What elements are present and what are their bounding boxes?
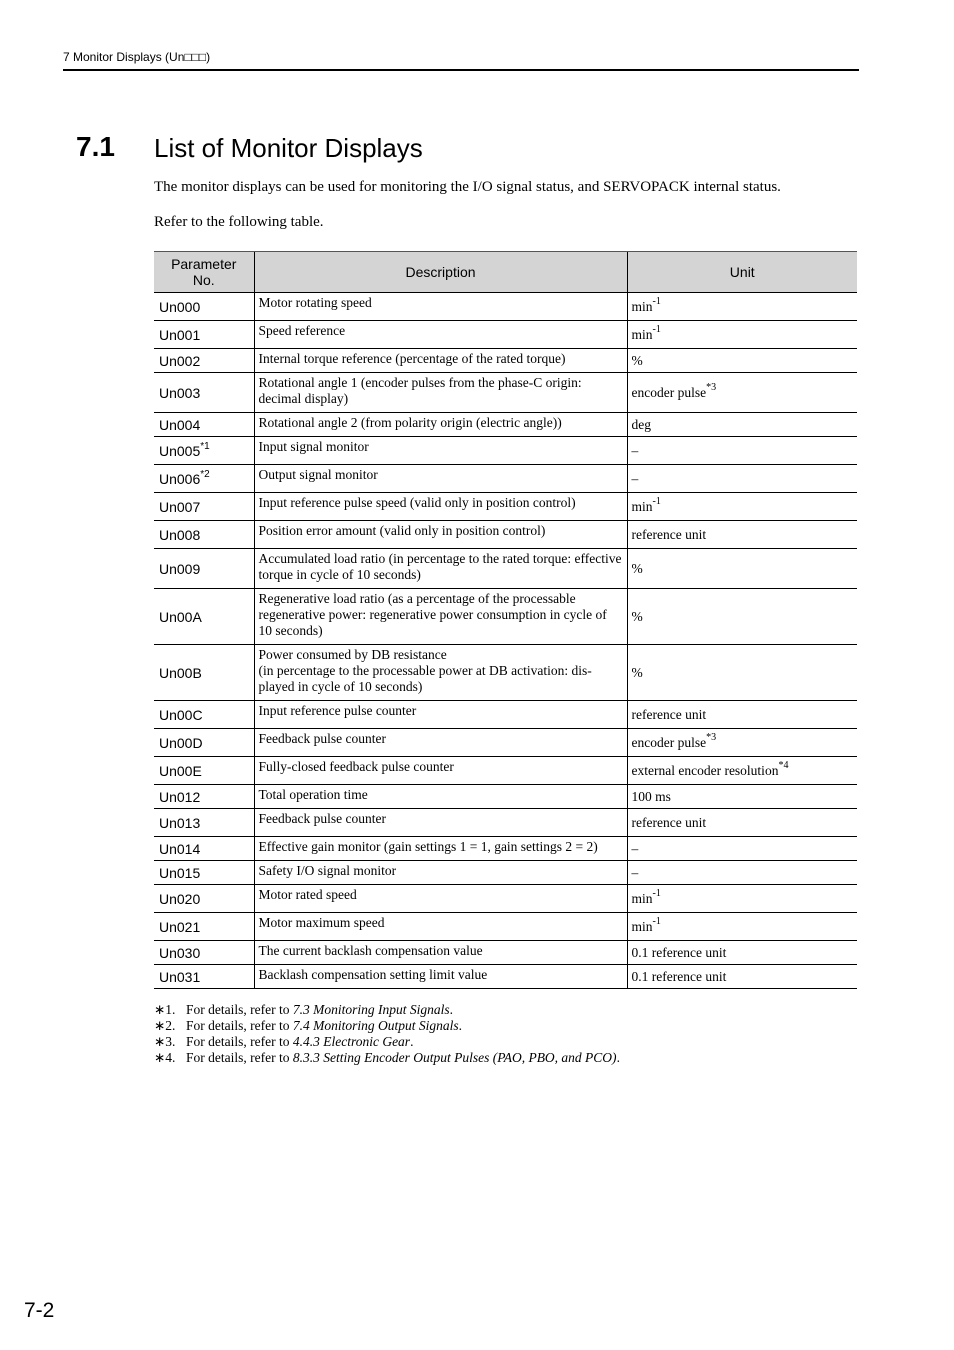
table-header-row	[154, 252, 857, 293]
footnote	[154, 1050, 620, 1066]
unit-text: 0.1 reference unit	[631, 944, 727, 960]
description-cell: Effective gain monitor (gain settings 1 = 1, gain settings 2 = 2)	[254, 837, 627, 861]
param-cell	[154, 965, 254, 989]
unit-text: %	[631, 560, 643, 576]
param-code: Un001	[159, 326, 201, 343]
param-code: Un007	[159, 498, 201, 515]
footnote-end: .	[449, 1002, 453, 1017]
unit-text: reference unit	[631, 526, 707, 542]
unit-superscript: *3	[706, 732, 717, 743]
footnote-mark: ∗1.	[154, 1002, 176, 1017]
description-cell: Power consumed by DB resistance (in percentage to the processable power at DB activation: dis-played in cycle of 10 seconds)	[254, 645, 627, 701]
table-row	[154, 549, 857, 589]
unit-text: –	[631, 470, 639, 486]
param-code: Un00D	[159, 734, 203, 751]
param-cell	[154, 837, 254, 861]
param-code: Un000	[159, 298, 201, 315]
unit-cell	[627, 965, 857, 989]
unit-text: min	[631, 498, 653, 514]
param-cell	[154, 941, 254, 965]
param-cell	[154, 785, 254, 809]
param-cell	[154, 809, 254, 837]
param-cell	[154, 913, 254, 941]
description-cell: Input signal monitor	[254, 437, 627, 465]
param-cell	[154, 701, 254, 729]
section-title: List of Monitor Displays	[154, 133, 423, 163]
table-row	[154, 645, 857, 701]
param-cell	[154, 645, 254, 701]
footnote-end: .	[458, 1018, 462, 1033]
description-cell: Fully-closed feedback pulse counter	[254, 757, 627, 785]
table-row	[154, 493, 857, 521]
unit-text: reference unit	[631, 706, 707, 722]
unit-cell	[627, 321, 857, 349]
param-cell	[154, 549, 254, 589]
unit-text: %	[631, 664, 643, 680]
param-cell	[154, 861, 254, 885]
header-rule	[63, 69, 859, 71]
param-cell	[154, 293, 254, 321]
param-code: Un002	[159, 352, 201, 369]
footnote	[154, 1034, 620, 1050]
param-code: Un014	[159, 840, 201, 857]
unit-cell	[627, 837, 857, 861]
footnote-text: For details, refer to	[186, 1002, 293, 1017]
unit-cell	[627, 645, 857, 701]
unit-text: external encoder resolution	[631, 762, 779, 778]
footnote-text: For details, refer to	[186, 1018, 293, 1033]
monitor-display-table	[154, 251, 857, 989]
unit-superscript: *4	[778, 760, 789, 771]
unit-text: min	[631, 298, 653, 314]
description-cell: Internal torque reference (percentage of the rated torque)	[254, 349, 627, 373]
table-row	[154, 321, 857, 349]
description-cell: Input reference pulse speed (valid only in position control)	[254, 493, 627, 521]
description-cell: Backlash compensation setting limit value	[254, 965, 627, 989]
param-code: Un004	[159, 416, 201, 433]
unit-text: min	[631, 890, 653, 906]
param-code: Un013	[159, 814, 201, 831]
unit-cell	[627, 913, 857, 941]
unit-cell	[627, 349, 857, 373]
running-header: 7 Monitor Displays (Un□□□)	[63, 50, 211, 64]
table-row	[154, 861, 857, 885]
table-row	[154, 809, 857, 837]
unit-text: 100 ms	[631, 788, 671, 804]
unit-cell	[627, 701, 857, 729]
param-cell	[154, 465, 254, 493]
col-header-parameter	[154, 252, 254, 293]
param-cell	[154, 349, 254, 373]
table-row	[154, 785, 857, 809]
param-cell	[154, 757, 254, 785]
refer-paragraph: Refer to the following table.	[154, 214, 324, 230]
unit-text: –	[631, 840, 639, 856]
param-cell	[154, 589, 254, 645]
footnote-text: For details, refer to	[186, 1050, 293, 1065]
table-row	[154, 837, 857, 861]
table-row	[154, 913, 857, 941]
unit-text: encoder pulse	[631, 734, 707, 750]
unit-text: %	[631, 608, 643, 624]
description-cell: Feedback pulse counter	[254, 729, 627, 757]
footnote-reference: 8.3.3 Setting Encoder Output Pulses (PAO, PBO, and PCO)	[292, 1050, 617, 1065]
col-header-unit: Unit	[627, 252, 857, 293]
footnote-reference: 4.4.3 Electronic Gear	[292, 1034, 411, 1049]
section-number: 7.1	[76, 131, 115, 162]
table-row	[154, 349, 857, 373]
unit-cell	[627, 729, 857, 757]
unit-text: min	[631, 918, 653, 934]
unit-cell	[627, 493, 857, 521]
footnote-end: .	[616, 1050, 620, 1065]
unit-text: 0.1 reference unit	[631, 968, 727, 984]
param-code: Un012	[159, 788, 201, 805]
table-row	[154, 701, 857, 729]
table-row	[154, 589, 857, 645]
param-code: Un031	[159, 968, 201, 985]
param-footnote-ref: *2	[200, 468, 210, 480]
footnote-mark: ∗3.	[154, 1034, 176, 1049]
description-cell: Position error amount (valid only in position control)	[254, 521, 627, 549]
unit-superscript: *3	[706, 382, 717, 393]
table-row	[154, 293, 857, 321]
description-cell: Feedback pulse counter	[254, 809, 627, 837]
table-body	[154, 293, 857, 989]
description-cell: Total operation time	[254, 785, 627, 809]
table-row	[154, 413, 857, 437]
unit-cell	[627, 885, 857, 913]
description-cell: Motor maximum speed	[254, 913, 627, 941]
description-cell: Motor rotating speed	[254, 293, 627, 321]
param-code: Un003	[159, 384, 201, 401]
table-row	[154, 941, 857, 965]
footnote	[154, 1002, 620, 1018]
footnote-end: .	[410, 1034, 414, 1049]
footnote-text: For details, refer to	[186, 1034, 293, 1049]
unit-cell	[627, 373, 857, 413]
unit-cell	[627, 785, 857, 809]
table-row	[154, 729, 857, 757]
unit-cell	[627, 589, 857, 645]
table-row	[154, 757, 857, 785]
param-cell	[154, 373, 254, 413]
param-cell	[154, 521, 254, 549]
unit-cell	[627, 549, 857, 589]
unit-cell	[627, 521, 857, 549]
param-cell	[154, 437, 254, 465]
param-code: Un020	[159, 890, 201, 907]
unit-text: %	[631, 352, 643, 368]
param-code: Un005	[159, 442, 201, 459]
param-code: Un00C	[159, 706, 203, 723]
description-cell: Output signal monitor	[254, 465, 627, 493]
unit-superscript: -1	[652, 324, 661, 335]
param-cell	[154, 885, 254, 913]
description-cell: Rotational angle 1 (encoder pulses from the phase-C origin: decimal display)	[254, 373, 627, 413]
unit-cell	[627, 437, 857, 465]
col-header-parameter-line1: Parameter	[171, 256, 237, 272]
unit-superscript: -1	[652, 888, 661, 899]
col-header-parameter-line2: No.	[192, 272, 215, 288]
param-code: Un00A	[159, 608, 202, 625]
param-cell	[154, 321, 254, 349]
param-code: Un006	[159, 470, 201, 487]
unit-text: reference unit	[631, 814, 707, 830]
table-row	[154, 965, 857, 989]
unit-text: min	[631, 326, 653, 342]
param-footnote-ref: *1	[200, 440, 210, 452]
param-cell	[154, 493, 254, 521]
param-code: Un00E	[159, 762, 202, 779]
unit-superscript: -1	[652, 296, 661, 307]
param-cell	[154, 413, 254, 437]
page-number: 7-2	[24, 1299, 55, 1322]
param-cell	[154, 729, 254, 757]
description-cell: Regenerative load ratio (as a percentage of the processable regenerative power: regenerative power consumption in cycle of 10 seconds)	[254, 589, 627, 645]
description-cell: Speed reference	[254, 321, 627, 349]
table-row	[154, 373, 857, 413]
unit-text: –	[631, 864, 639, 880]
description-cell: Input reference pulse counter	[254, 701, 627, 729]
footnote-mark: ∗2.	[154, 1018, 176, 1033]
description-cell: Accumulated load ratio (in percentage to the rated torque: effective torque in cycle of 10 seconds)	[254, 549, 627, 589]
col-header-description: Description	[254, 252, 627, 293]
description-cell: Rotational angle 2 (from polarity origin (electric angle))	[254, 413, 627, 437]
description-cell: Motor rated speed	[254, 885, 627, 913]
unit-cell	[627, 293, 857, 321]
param-code: Un021	[159, 918, 201, 935]
table-row	[154, 437, 857, 465]
unit-text: –	[631, 442, 639, 458]
param-code: Un015	[159, 864, 201, 881]
footnote	[154, 1018, 620, 1034]
param-code: Un00B	[159, 664, 202, 681]
unit-cell	[627, 861, 857, 885]
unit-cell	[627, 809, 857, 837]
table-row	[154, 521, 857, 549]
description-cell: Safety I/O signal monitor	[254, 861, 627, 885]
footnotes	[154, 1002, 620, 1066]
unit-superscript: -1	[652, 916, 661, 927]
unit-cell	[627, 465, 857, 493]
unit-cell	[627, 757, 857, 785]
unit-text: encoder pulse	[631, 384, 707, 400]
unit-cell	[627, 413, 857, 437]
table-row	[154, 885, 857, 913]
unit-cell	[627, 941, 857, 965]
description-cell: The current backlash compensation value	[254, 941, 627, 965]
param-code: Un009	[159, 560, 201, 577]
param-code: Un030	[159, 944, 201, 961]
unit-text: deg	[631, 416, 651, 432]
unit-superscript: -1	[652, 496, 661, 507]
footnote-reference: 7.3 Monitoring Input Signals	[292, 1002, 450, 1017]
param-code: Un008	[159, 526, 201, 543]
footnote-mark: ∗4.	[154, 1050, 176, 1065]
intro-paragraph: The monitor displays can be used for monitoring the I/O signal status, and SERVOPACK internal status.	[154, 179, 781, 195]
table-row	[154, 465, 857, 493]
footnote-reference: 7.4 Monitoring Output Signals	[292, 1018, 459, 1033]
